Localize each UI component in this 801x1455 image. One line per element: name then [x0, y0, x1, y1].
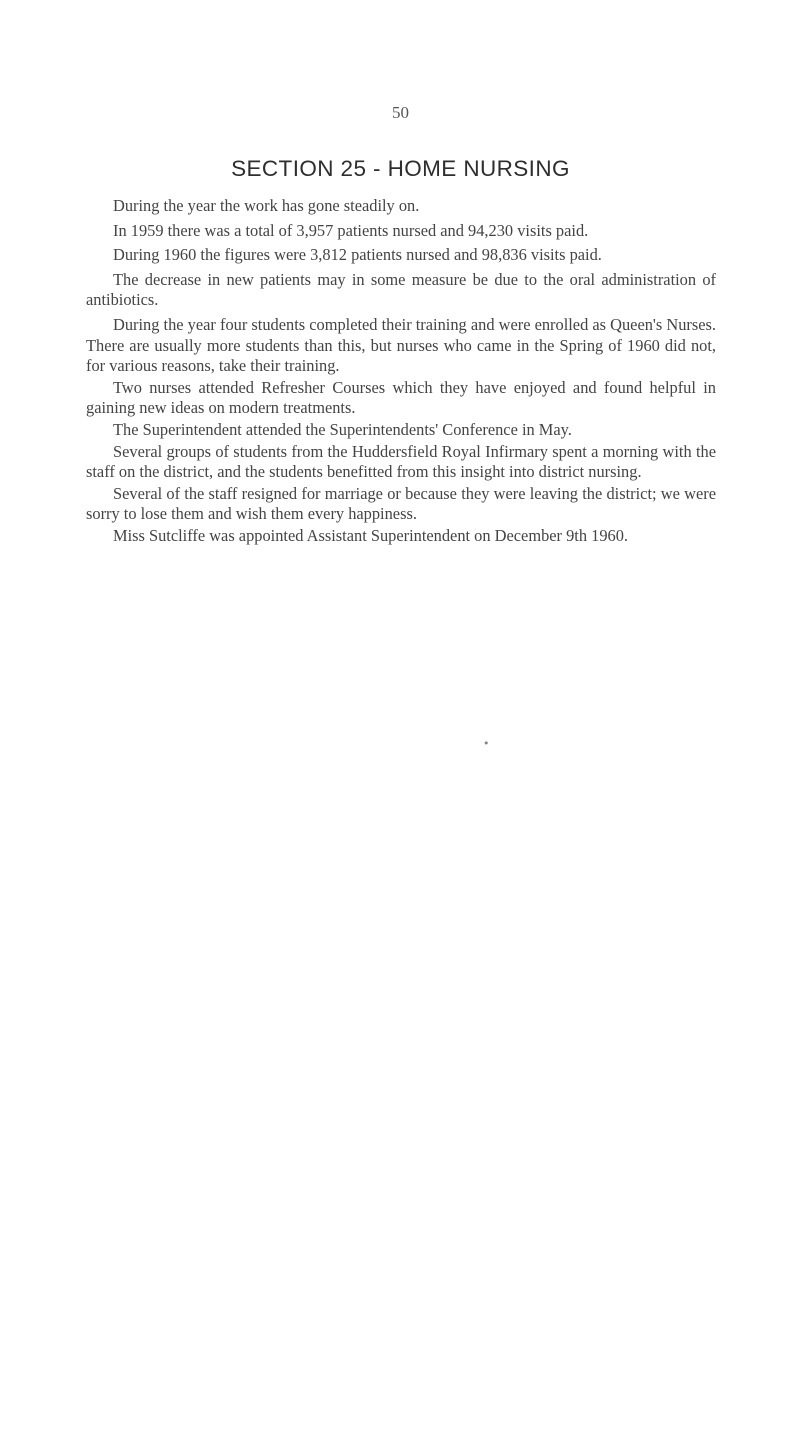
paragraph-huddersfield: Several groups of students from the Huddersfield Royal Infirmary spent a morning with the staff on the district, and the students benefitted from this insight into district nursing.: [86, 441, 716, 482]
paragraph-1960-figures: During 1960 the figures were 3,812 patients nursed and 98,836 visits paid.: [113, 245, 602, 265]
stray-print-mark: •: [483, 737, 490, 750]
paragraph-work-steady: During the year the work has gone steadily on.: [113, 196, 420, 215]
paragraph-resignations: Several of the staff resigned for marriage or because they were leaving the district; we were sorry to lose them and wish them every happiness.: [86, 483, 716, 524]
document-body: [86, 196, 716, 547]
paragraph-refresher-courses: Two nurses attended Refresher Courses which they have enjoyed and found helpful in gaining new ideas on modern treatments.: [86, 377, 716, 418]
paragraph-1959-figures: In 1959 there was a total of 3,957 patients nursed and 94,230 visits paid.: [113, 220, 589, 240]
paragraph-decrease: The decrease in new patients may in some measure be due to the oral administration of antibiotics.: [86, 269, 716, 310]
page-number: 50: [392, 103, 409, 122]
paragraph-appointment: Miss Sutcliffe was appointed Assistant Superintendent on December 9th 1960.: [113, 525, 629, 545]
section-heading: SECTION 25 - HOME NURSING: [231, 156, 570, 181]
paragraph-conference: The Superintendent attended the Superintendents' Conference in May.: [113, 419, 572, 439]
paragraph-students: During the year four students completed their training and were enrolled as Queen's Nurses. There are usually more students than this, but nurses who came in the Spring of 1960 did not, for various reasons, take their training.: [86, 314, 716, 376]
